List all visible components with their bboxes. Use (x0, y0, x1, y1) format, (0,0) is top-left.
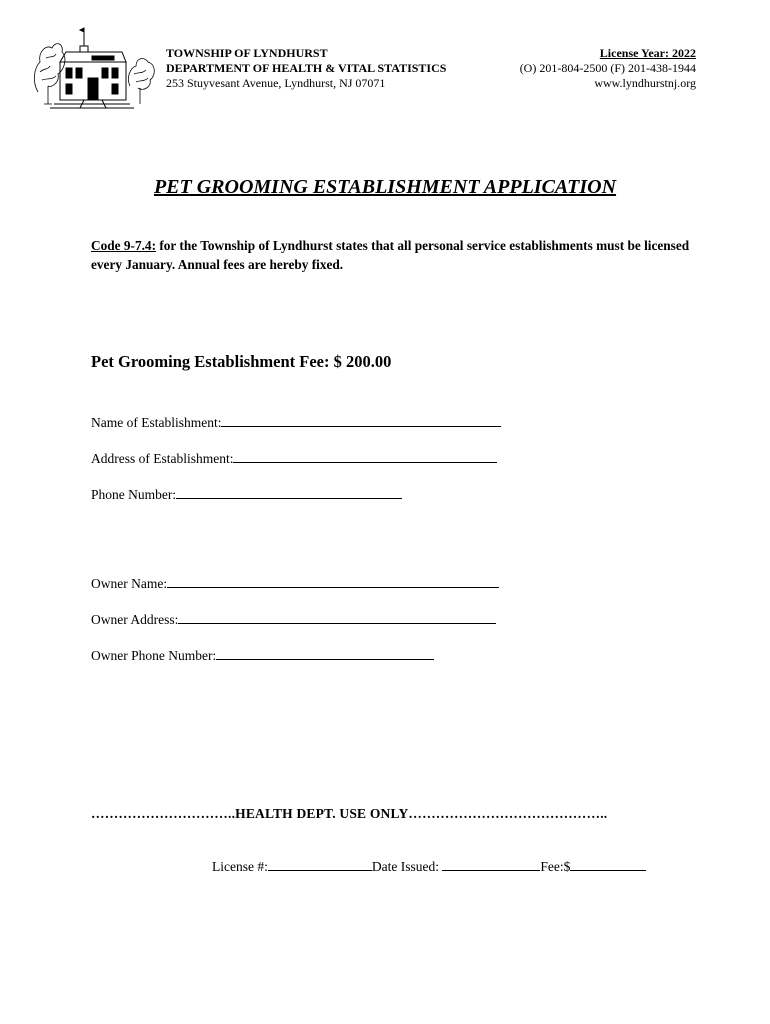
page-title: PET GROOMING ESTABLISHMENT APPLICATION (153, 176, 617, 198)
office-fee-label: Fee:$ (540, 859, 571, 874)
establishment-address-field (91, 450, 497, 467)
date-issued-input[interactable] (442, 858, 540, 871)
office-use-row (212, 858, 646, 875)
establishment-name-input[interactable] (221, 414, 501, 427)
date-issued-label: Date Issued: (371, 859, 443, 874)
owner-address-label: Owner Address: (91, 612, 179, 627)
website-link[interactable]: www.lyndhurstnj.org (594, 76, 696, 90)
establishment-name-field (91, 414, 501, 431)
office-fee-input[interactable] (570, 858, 646, 871)
establishment-name-label: Name of Establishment: (91, 415, 222, 430)
license-year: License Year: 2022 (599, 46, 696, 60)
town-hall-building-icon (30, 22, 158, 112)
code-reference: Code 9-7.4: (91, 238, 156, 253)
phone-fax: (O) 201-804-2500 (F) 201-438-1944 (519, 61, 696, 75)
owner-name-input[interactable] (167, 575, 499, 588)
owner-phone-field (91, 647, 434, 664)
owner-name-label: Owner Name: (91, 576, 168, 591)
health-dept-divider: …………………………..HEALTH DEPT. USE ONLY…………………………………….. (91, 806, 608, 821)
department-address: 253 Stuyvesant Avenue, Lyndhurst, NJ 07071 (166, 76, 386, 90)
license-number-label: License #: (212, 859, 268, 874)
fee-line: Pet Grooming Establishment Fee: $ 200.00 (91, 352, 392, 371)
owner-address-field (91, 611, 496, 628)
establishment-address-label: Address of Establishment: (91, 451, 234, 466)
header-right (520, 46, 696, 91)
header-left (166, 46, 446, 91)
code-paragraph (91, 236, 691, 274)
phone-number-input[interactable] (176, 486, 402, 499)
establishment-address-input[interactable] (233, 450, 497, 463)
owner-address-input[interactable] (178, 611, 496, 624)
phone-number-field (91, 486, 402, 503)
phone-number-label: Phone Number: (91, 487, 177, 502)
code-text: for the Township of Lyndhurst states that all personal service establishments must be licensed every January. Annual fees are hereby fixed. (91, 238, 690, 272)
owner-phone-input[interactable] (216, 647, 434, 660)
license-number-input[interactable] (268, 858, 372, 871)
department-name: DEPARTMENT OF HEALTH & VITAL STATISTICS (166, 61, 447, 75)
owner-phone-label: Owner Phone Number: (91, 648, 217, 663)
owner-name-field (91, 575, 499, 592)
township-name: TOWNSHIP OF LYNDHURST (166, 46, 328, 60)
